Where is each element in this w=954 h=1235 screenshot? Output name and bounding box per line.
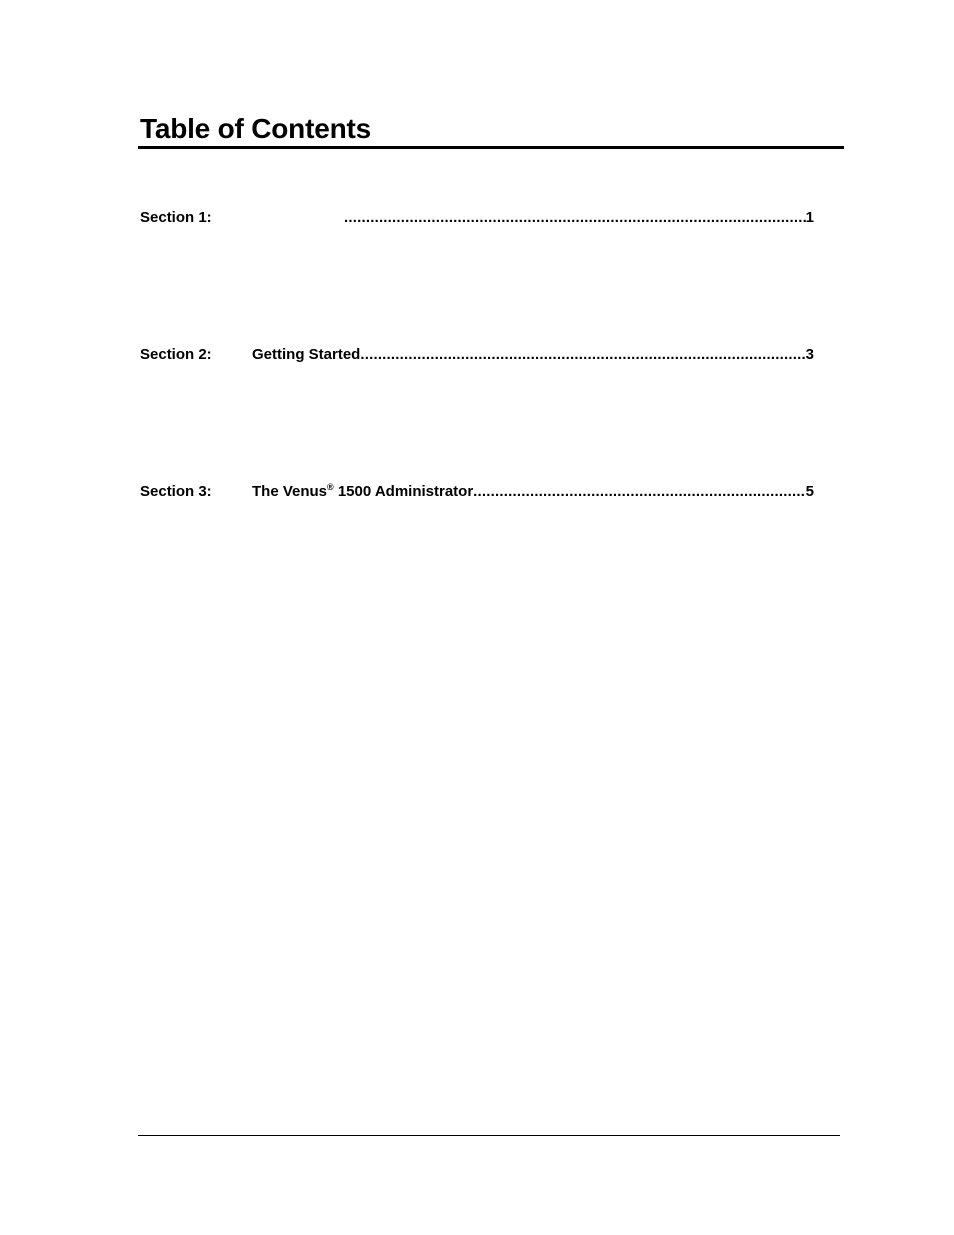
title-underline xyxy=(138,146,844,149)
toc-page-number: 5 xyxy=(805,483,814,500)
toc-title-suffix: 1500 Administrator xyxy=(333,483,474,500)
page-title: Table of Contents xyxy=(140,113,371,144)
toc-entry-section-2[interactable] xyxy=(140,345,814,365)
toc-entry-section-3[interactable] xyxy=(140,482,814,502)
toc-section-title: Getting Started xyxy=(252,346,361,363)
toc-dot-leader xyxy=(360,345,805,365)
toc-section-number: Section 3: xyxy=(140,483,212,500)
toc-dot-leader xyxy=(344,208,806,228)
toc-title-text: The Venus xyxy=(252,483,328,500)
toc-page-number: 1 xyxy=(805,209,814,226)
toc-section-title xyxy=(252,482,473,502)
toc-section-number: Section 2: xyxy=(140,346,212,363)
registered-trademark-symbol: ® xyxy=(327,482,334,492)
footer-rule xyxy=(138,1135,840,1136)
toc-dot-leader xyxy=(473,482,805,502)
toc-section-number: Section 1: xyxy=(140,209,212,226)
toc-page-number: 3 xyxy=(805,346,814,363)
toc-entry-section-1[interactable] xyxy=(140,208,814,228)
